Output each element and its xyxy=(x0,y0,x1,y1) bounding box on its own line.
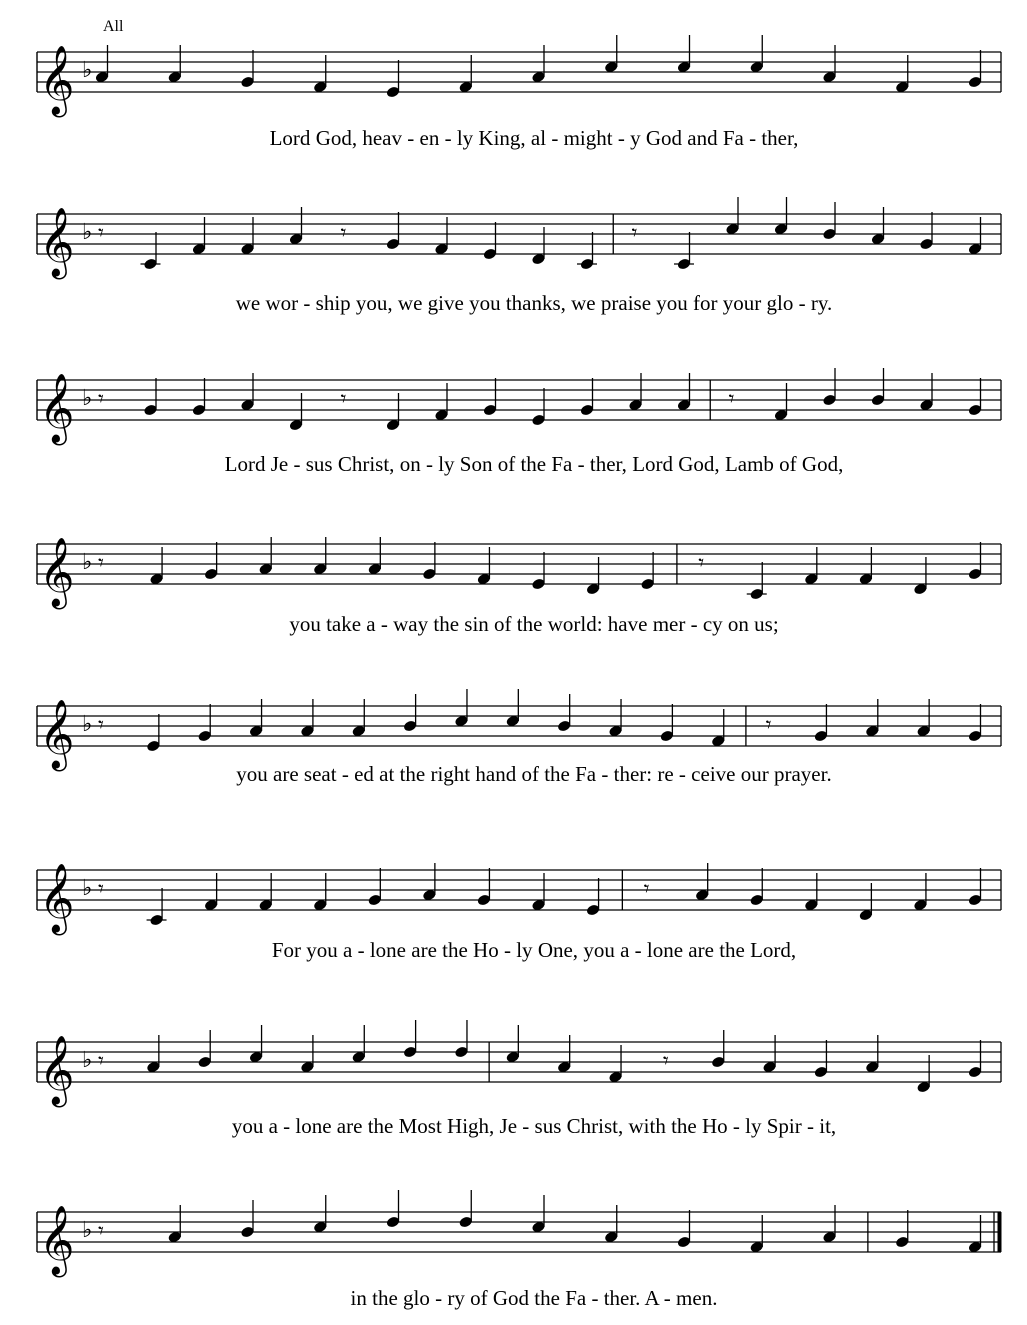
lyric-syllable: your xyxy=(717,291,762,315)
lyric-syllable: the xyxy=(665,1114,697,1138)
key-signature-flat-icon: ♭ xyxy=(82,876,93,901)
lyric-line xyxy=(272,938,796,962)
lyric-syllable: might - xyxy=(558,126,625,150)
lyric-syllable: of xyxy=(773,452,797,476)
lyric-syllable: sus xyxy=(300,452,333,476)
lyric-syllable: right xyxy=(425,762,471,786)
lyric-syllable: you xyxy=(651,291,688,315)
lyric-syllable: it, xyxy=(814,1114,837,1138)
lyric-syllable: in xyxy=(350,1286,367,1310)
lyric-syllable: the xyxy=(713,938,745,962)
lyric-syllable: Fa - xyxy=(546,452,585,476)
lyric-syllable: and xyxy=(682,126,718,150)
treble-clef-icon: 𝄞 xyxy=(39,699,75,769)
key-signature-flat-icon: ♭ xyxy=(82,220,93,245)
lyric-syllable: ther, xyxy=(584,452,627,476)
treble-clef-icon: 𝄞 xyxy=(39,373,75,443)
lyric-syllable: you xyxy=(231,1114,264,1138)
lyric-syllable: a - xyxy=(361,612,388,636)
eighth-rest: 𝄾 xyxy=(98,713,104,738)
lyric-syllable: Christ, xyxy=(332,452,395,476)
lyric-syllable: Fa - xyxy=(559,1286,599,1310)
lyric-syllable: Son xyxy=(454,452,493,476)
lyric-syllable: Lord, xyxy=(744,938,797,962)
score-systems xyxy=(37,35,1001,1310)
treble-clef-icon: 𝄞 xyxy=(39,45,75,115)
lyric-syllable: For xyxy=(271,938,302,962)
lyric-syllable: sus xyxy=(529,1114,562,1138)
lyric-syllable: our xyxy=(735,762,769,786)
lyric-syllable: thanks, xyxy=(500,291,566,315)
eighth-rest: 𝄾 xyxy=(98,1219,104,1244)
staff-system xyxy=(37,1020,1001,1138)
eighth-rest: 𝄾 xyxy=(98,877,104,902)
staff-system xyxy=(37,197,1001,315)
eighth-rest: 𝄾 xyxy=(765,713,772,738)
lyric-syllable: y xyxy=(624,126,641,150)
lyric-syllable: us; xyxy=(748,612,779,636)
lyric-syllable: God, xyxy=(796,452,844,476)
lyric-syllable: men. xyxy=(670,1286,718,1310)
key-signature-flat-icon: ♭ xyxy=(82,1218,93,1243)
lyric-syllable: Fa - xyxy=(569,762,609,786)
lyric-syllable: of xyxy=(488,612,512,636)
lyric-syllable: sin xyxy=(459,612,489,636)
lyric-syllable: of xyxy=(492,452,516,476)
lyric-syllable: are xyxy=(267,762,299,786)
key-signature-flat-icon: ♭ xyxy=(82,550,93,575)
lyric-syllable: at xyxy=(373,762,395,786)
lyric-syllable: ly xyxy=(739,1114,762,1138)
lyric-syllable: ry xyxy=(442,1286,465,1310)
lyric-syllable: glo - xyxy=(761,291,806,315)
lyric-syllable: we xyxy=(565,291,596,315)
lyric-syllable: lone xyxy=(641,938,684,962)
lyric-syllable: the xyxy=(366,1286,398,1310)
lyric-syllable: world: xyxy=(542,612,603,636)
lyric-line xyxy=(232,1114,836,1138)
lyric-line xyxy=(351,1286,718,1310)
lyric-syllable: Spir - xyxy=(761,1114,815,1138)
treble-clef-icon: 𝄞 xyxy=(39,207,75,277)
lyric-syllable: you xyxy=(301,938,338,962)
lyric-syllable: Christ, xyxy=(561,1114,624,1138)
lyric-syllable: ther: xyxy=(608,762,653,786)
lyric-syllable: One, xyxy=(532,938,579,962)
lyric-syllable: ly xyxy=(451,126,474,150)
lyric-line xyxy=(236,291,833,315)
lyric-syllable: on - xyxy=(394,452,433,476)
eighth-rest: 𝄾 xyxy=(728,387,735,412)
lyric-syllable: the xyxy=(538,762,570,786)
lyric-syllable: we xyxy=(392,291,423,315)
eighth-rest: 𝄾 xyxy=(98,221,104,246)
lyric-syllable: prayer. xyxy=(768,762,832,786)
lyric-syllable: with xyxy=(623,1114,666,1138)
lyric-syllable: heav - xyxy=(357,126,415,150)
lyric-syllable: mer - xyxy=(647,612,698,636)
lyric-syllable: are xyxy=(331,1114,363,1138)
lyric-syllable: Lord xyxy=(224,452,266,476)
lyric-syllable: God, xyxy=(310,126,358,150)
lyric-syllable: praise xyxy=(595,291,652,315)
treble-clef-icon: 𝄞 xyxy=(39,863,75,933)
lyric-syllable: God, xyxy=(673,452,720,476)
lyric-syllable: Ho - xyxy=(696,1114,740,1138)
staff-system xyxy=(37,35,1001,150)
lyric-syllable: Lord xyxy=(269,126,311,150)
treble-clef-icon: 𝄞 xyxy=(39,537,75,607)
lyric-syllable: lone xyxy=(290,1114,332,1138)
eighth-rest: 𝄾 xyxy=(98,387,104,412)
lyric-syllable: hand xyxy=(470,762,517,786)
lyric-syllable: High, xyxy=(441,1114,495,1138)
lyric-syllable: you xyxy=(578,938,615,962)
lyric-syllable: - xyxy=(743,126,757,150)
lyric-syllable: en - xyxy=(414,126,452,150)
lyric-syllable: are xyxy=(683,938,714,962)
eighth-rest: 𝄾 xyxy=(631,221,638,246)
lyric-syllable: Je - xyxy=(494,1114,530,1138)
lyric-syllable: wor - xyxy=(260,291,311,315)
lyric-syllable: of xyxy=(516,762,539,786)
lyric-syllable: you xyxy=(289,612,321,636)
lyric-syllable: Je - xyxy=(265,452,301,476)
lyric-syllable: ly xyxy=(432,452,455,476)
lyric-syllable: Most xyxy=(393,1114,442,1138)
staff-system xyxy=(37,689,1001,786)
lyric-syllable: Ho - xyxy=(467,938,511,962)
lyric-syllable: glo - xyxy=(397,1286,443,1310)
lyric-syllable: take xyxy=(320,612,362,636)
lyric-line xyxy=(289,612,778,636)
lyric-syllable: A xyxy=(640,1286,659,1310)
lyric-syllable: give xyxy=(422,291,464,315)
key-signature-flat-icon: ♭ xyxy=(82,386,93,411)
eighth-rest: 𝄾 xyxy=(98,1049,104,1074)
eighth-rest: 𝄾 xyxy=(340,221,347,246)
lyric-syllable: on xyxy=(722,612,749,636)
lyric-syllable: of xyxy=(464,1286,488,1310)
treble-clef-icon: 𝄞 xyxy=(39,1205,75,1275)
lyric-syllable: Lord xyxy=(626,452,674,476)
lyric-syllable: you xyxy=(236,762,268,786)
lyric-syllable: Fa xyxy=(717,126,744,150)
lyric-syllable: the xyxy=(362,1114,394,1138)
lyric-syllable: have xyxy=(602,612,648,636)
lyric-syllable: the xyxy=(428,612,460,636)
eighth-rest: 𝄾 xyxy=(340,387,347,412)
eighth-rest: 𝄾 xyxy=(643,877,650,902)
lyric-syllable: God xyxy=(640,126,682,150)
lyric-syllable: ceive xyxy=(685,762,736,786)
lyric-line xyxy=(270,126,799,150)
eighth-rest: 𝄾 xyxy=(698,551,705,576)
treble-clef-icon: 𝄞 xyxy=(39,1035,75,1105)
lyric-syllable: we xyxy=(235,291,261,315)
lyric-syllable: lone xyxy=(364,938,406,962)
staff-system xyxy=(37,863,1001,962)
lyric-syllable: the xyxy=(515,452,547,476)
eighth-rest: 𝄾 xyxy=(98,551,104,576)
lyric-syllable: ther, xyxy=(756,126,799,150)
eighth-rest: 𝄾 xyxy=(662,1049,669,1074)
lyric-syllable: re - xyxy=(652,762,686,786)
staff-system xyxy=(37,1190,1001,1310)
lyric-syllable: King, xyxy=(473,126,526,150)
lyric-syllable: seat - xyxy=(298,762,349,786)
lyric-line xyxy=(225,452,844,476)
lyric-syllable: Lamb xyxy=(719,452,774,476)
lyric-syllable: you xyxy=(463,291,501,315)
staff-system xyxy=(37,537,1001,636)
lyric-syllable: cy xyxy=(697,612,723,636)
part-label: All xyxy=(103,18,124,35)
lyric-syllable: ther. xyxy=(598,1286,641,1310)
lyric-syllable: the xyxy=(511,612,543,636)
lyric-syllable: ly xyxy=(510,938,533,962)
lyric-line xyxy=(236,762,831,786)
lyric-syllable: God xyxy=(487,1286,530,1310)
lyric-syllable: a - xyxy=(614,938,642,962)
lyric-syllable: the xyxy=(436,938,468,962)
lyric-syllable: ry. xyxy=(805,291,833,315)
lyric-syllable: ed xyxy=(348,762,374,786)
staff-system xyxy=(37,368,1001,476)
lyric-syllable: are xyxy=(406,938,437,962)
key-signature-flat-icon: ♭ xyxy=(82,1048,93,1073)
lyric-syllable: the xyxy=(529,1286,560,1310)
lyric-syllable: - xyxy=(658,1286,671,1310)
lyric-syllable: you, xyxy=(350,291,393,315)
key-signature-flat-icon: ♭ xyxy=(82,712,93,737)
key-signature-flat-icon: ♭ xyxy=(82,58,93,83)
lyric-syllable: way xyxy=(387,612,429,636)
lyric-syllable: a - xyxy=(263,1114,291,1138)
lyric-syllable: a - xyxy=(337,938,365,962)
lyric-syllable: for xyxy=(687,291,718,315)
lyric-syllable: the xyxy=(394,762,426,786)
lyric-syllable: ship xyxy=(310,291,351,315)
lyric-syllable: al - xyxy=(525,126,559,150)
